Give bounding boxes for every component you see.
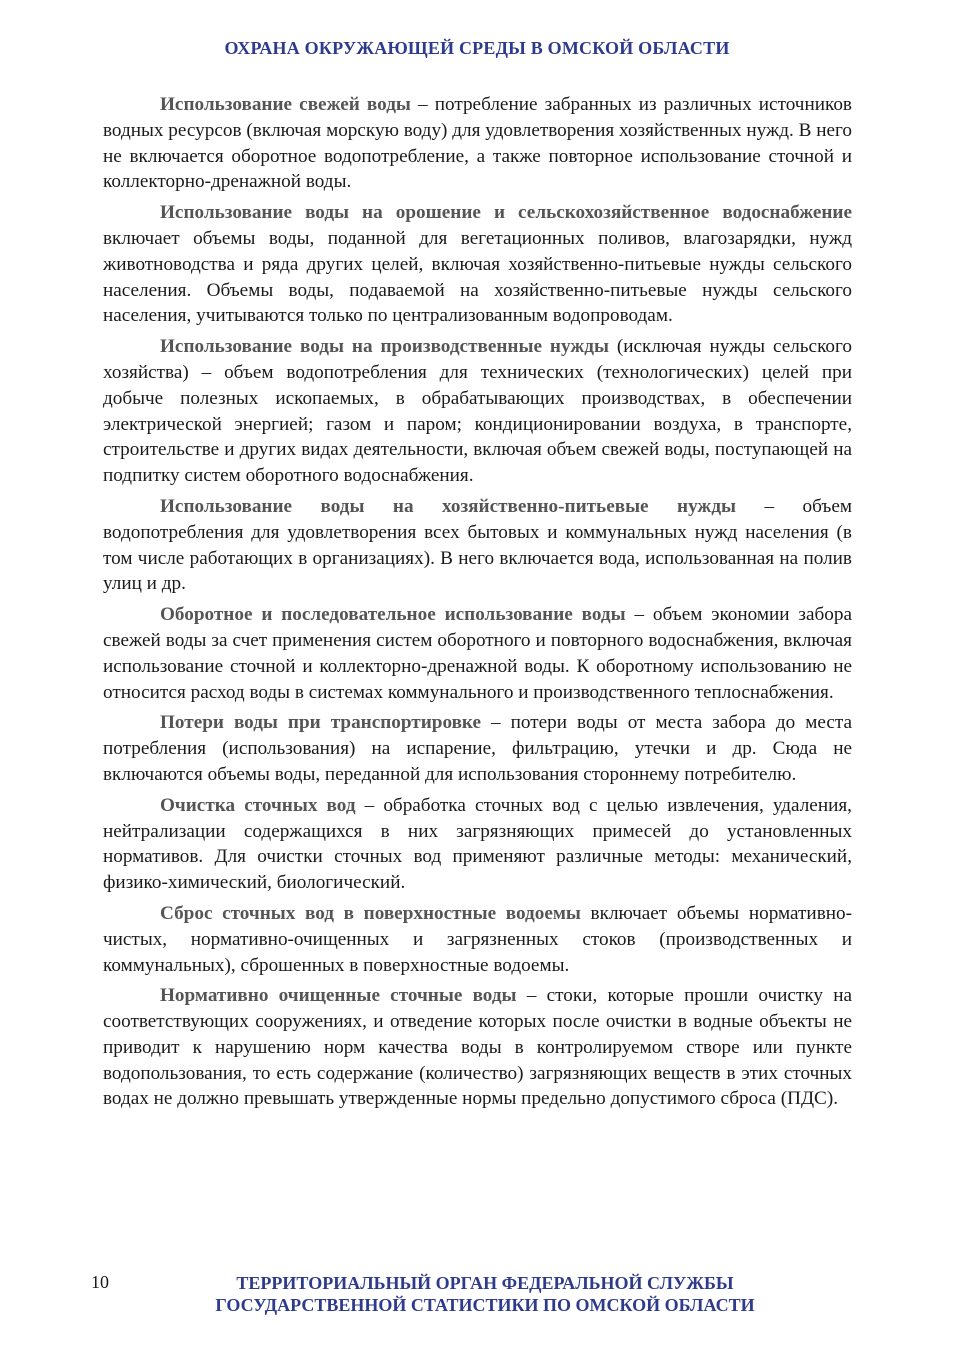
definition-paragraph [103,901,852,978]
document-body [103,92,852,1117]
definition-paragraph [103,710,852,787]
definition-paragraph [103,334,852,489]
term: Использование воды на орошение и сельскохозяйственное водоснабжение [160,202,852,224]
definition-text: – потери воды от места забора до места потребления (использования) на испарение, фильтрацию, утечки и др. Сюда не включаются объемы воды, переданной для использования стороннему потребителю. [103,712,853,785]
definition-paragraph [103,200,852,329]
definition-paragraph [103,793,852,896]
term: Использование воды на производственные нужды [160,336,609,358]
definition-paragraph [103,92,852,195]
term: Использование воды на хозяйственно-питьевые нужды [160,495,737,517]
definition-text: (исключая нужды сельского хозяйства) – объем водопотребления для технических (технологических) целей при добыче полезных ископаемых, в обрабатывающих производствах, в обеспечении электрической энергией; газом и паром; кондиционировании воздуха, в транспорте, строительстве и других видах деятельности, включая объем свежей воды, поступающей на подпитку систем оборотного водоснабжения. [103,336,852,487]
definition-text: – обработка сточных вод с целью извлечения, удаления, нейтрализации содержащихся в них загрязняющих примесей до установленных нормативов. Для очистки сточных вод применяют различные методы: механический, физико-химический, биологический. [103,794,852,894]
page-footer [150,1272,820,1316]
page-number: 10 [91,1272,109,1292]
term: Оборотное и последовательное использование воды [160,604,626,626]
definition-paragraph [103,494,852,597]
term: Очистка сточных вод [160,794,356,816]
definition-text: включает объемы воды, поданной для вегетационных поливов, влагозарядки, нужд животноводства и ряда других целей, включая хозяйственно-питьевые нужды сельского населения. Объемы воды, подаваемой на хозяйственно-питьевые нужды сельского населения, учитываются только по централизованным водопроводам. [103,227,852,327]
footer-line-2: ГОСУДАРСТВЕННОЙ СТАТИСТИКИ ПО ОМСКОЙ ОБЛАСТИ [215,1295,755,1315]
term: Потери воды при транспортировке [160,712,482,734]
definition-text: – объем экономии забора свежей воды за счет применения систем оборотного и повторного водоснабжения, включая использование сточной и коллекторно-дренажной воды. К оборотному использованию не относится расход воды в системах коммунального и производственного теплоснабжения. [103,604,852,703]
definition-text: – стоки, которые прошли очистку на соответствующих сооружениях, и отведение которых после очистки в водные объекты не приводит к нарушению норм качества воды в контролируемом створе или пункте водопользования, то есть содержание (количество) загрязняющих веществ в этих сточных водах не должно превышать утвержденные нормы предельно допустимого сброса (ПДС). [103,985,853,1110]
definition-text: – потребление забранных из различных источников водных ресурсов (включая морскую воду) для удовлетворения хозяйственных нужд. В него не включается оборотное водопотребление, а также повторное использование сточной и коллекторно-дренажной воды. [103,94,852,193]
footer-line-1: ТЕРРИТОРИАЛЬНЫЙ ОРГАН ФЕДЕРАЛЬНОЙ СЛУЖБЫ [236,1273,734,1293]
term: Нормативно очищенные сточные воды [160,985,517,1007]
definition-text: включает объемы нормативно-чистых, нормативно-очищенных и загрязненных стоков (производственных и коммунальных), сброшенных в поверхностные водоемы. [103,902,853,976]
page-header: ОХРАНА ОКРУЖАЮЩЕЙ СРЕДЫ В ОМСКОЙ ОБЛАСТИ [224,38,730,58]
term: Использование свежей воды [160,94,411,115]
definition-text: – объем водопотребления для удовлетворения всех бытовых и коммунальных нужд населения (в том числе работающих в организациях). В него включается вода, использованная на полив улиц и др. [103,495,852,595]
term: Сброс сточных вод в поверхностные водоемы [160,902,581,924]
definition-paragraph [103,602,852,705]
definition-paragraph [103,983,852,1112]
